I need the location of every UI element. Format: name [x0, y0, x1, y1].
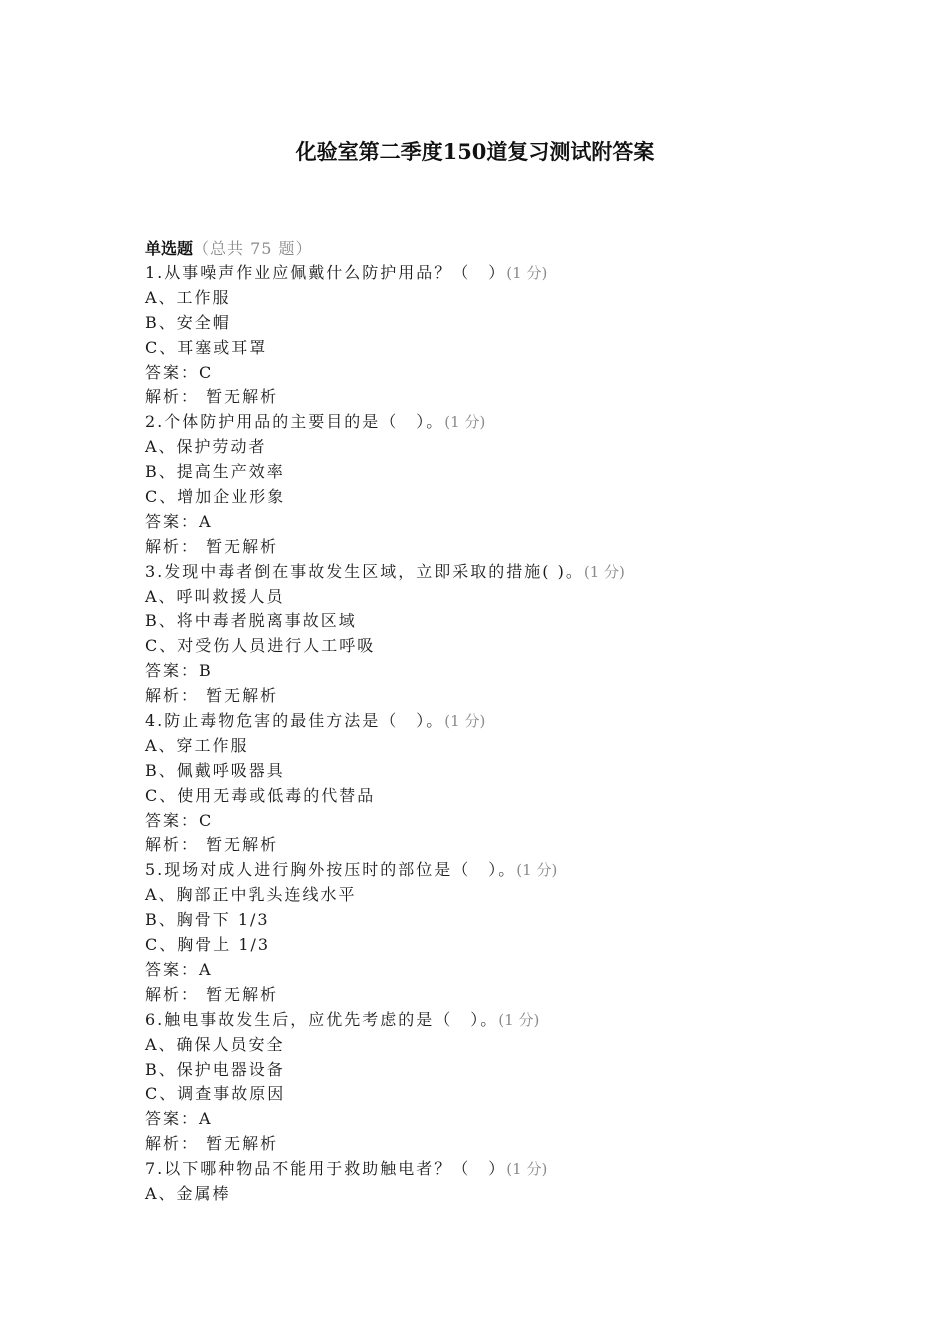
answer-line: [145, 958, 845, 983]
option-c: C、对受伤人员进行人工呼吸: [145, 636, 376, 656]
answer-value: C: [199, 362, 214, 382]
document-title: 化验室第二季度150道复习测试附答案: [295, 139, 655, 164]
analysis-line: [145, 385, 845, 410]
analysis-label: 解析：: [145, 835, 200, 855]
question-text: 5.现场对成人进行胸外按压时的部位是（ ）。: [145, 860, 517, 880]
analysis-value: 暂无解析: [206, 536, 279, 556]
option-a: A、金属棒: [145, 1183, 231, 1203]
section-meta: （总共 75 题）: [193, 239, 313, 258]
question-text: 3.发现中毒者倒在事故发生区域，立即采取的措施( )。: [145, 561, 584, 581]
option-c: C、使用无毒或低毒的代替品: [145, 785, 376, 805]
section-name: 单选题: [145, 239, 194, 258]
question-item: [145, 709, 845, 858]
question-text: 1.从事噪声作业应佩戴什么防护用品？（ ）: [145, 263, 507, 282]
question-item: [145, 261, 845, 410]
document-body: [145, 236, 845, 1207]
answer-value: A: [199, 511, 213, 531]
question-score: (1 分): [506, 264, 548, 282]
analysis-value: 暂无解析: [206, 984, 279, 1004]
answer-line: [145, 510, 845, 535]
option-b: B、保护电器设备: [145, 1059, 285, 1079]
answer-label: 答案：: [145, 959, 200, 979]
analysis-value: 暂无解析: [206, 686, 279, 706]
analysis-line: [145, 684, 845, 709]
answer-line: [145, 361, 845, 386]
answer-line: [145, 809, 845, 834]
answer-label: 答案：: [145, 511, 200, 531]
question-stem: [145, 560, 845, 585]
question-score: (1 分): [498, 1010, 540, 1029]
answer-label: 答案：: [145, 810, 200, 830]
analysis-label: 解析：: [145, 1134, 200, 1154]
option-c: C、耳塞或耳罩: [145, 337, 268, 357]
option-c: C、调查事故原因: [145, 1084, 286, 1104]
question-text: 7.以下哪种物品不能用于救助触电者？（ ）: [145, 1159, 507, 1179]
answer-label: 答案：: [145, 362, 200, 382]
answer-line: [145, 659, 845, 684]
question-item: [145, 560, 845, 709]
option-b: B、提高生产效率: [145, 462, 285, 482]
analysis-line: [145, 1132, 845, 1157]
question-stem: [145, 858, 845, 883]
option-c: C、增加企业形象: [145, 487, 286, 507]
question-stem: [145, 1008, 845, 1033]
question-stem: [145, 261, 845, 286]
question-text: 4.防止毒物危害的最佳方法是（ ）。: [145, 711, 445, 731]
question-text: 6.触电事故发生后，应优先考虑的是（ ）。: [145, 1009, 499, 1029]
question-score: (1 分): [506, 1160, 548, 1179]
option-a: A、胸部正中乳头连线水平: [145, 885, 357, 905]
analysis-label: 解析：: [145, 536, 200, 556]
answer-value: C: [199, 810, 214, 830]
question-stem: [145, 410, 845, 435]
question-score: (1 分): [516, 861, 558, 880]
analysis-label: 解析：: [145, 984, 200, 1004]
option-b: B、佩戴呼吸器具: [145, 760, 285, 780]
question-stem: [145, 1157, 845, 1182]
question-score: (1 分): [444, 413, 486, 432]
option-a: A、呼叫救援人员: [145, 586, 285, 606]
option-a: A、工作服: [145, 287, 231, 307]
analysis-line: [145, 983, 845, 1008]
question-item: [145, 858, 845, 1007]
option-a: A、确保人员安全: [145, 1034, 285, 1054]
option-c: C、胸骨上 1/3: [145, 935, 271, 955]
question-stem: [145, 709, 845, 734]
answer-value: B: [199, 661, 213, 681]
option-b: B、将中毒者脱离事故区域: [145, 611, 357, 631]
analysis-label: 解析：: [145, 686, 200, 706]
question-item: [145, 1157, 845, 1207]
analysis-value: 暂无解析: [206, 1134, 279, 1154]
option-a: A、穿工作服: [145, 735, 249, 755]
option-a: A、保护劳动者: [145, 437, 267, 457]
analysis-line: [145, 535, 845, 560]
analysis-line: [145, 833, 845, 858]
option-b: B、胸骨下 1/3: [145, 910, 270, 930]
question-score: (1 分): [583, 562, 625, 581]
question-score: (1 分): [444, 712, 486, 731]
answer-value: A: [199, 959, 213, 979]
answer-line: [145, 1107, 845, 1132]
question-text: 2.个体防护用品的主要目的是（ ）。: [145, 412, 445, 432]
answer-value: A: [199, 1109, 213, 1129]
answer-label: 答案：: [145, 1109, 200, 1129]
question-item: [145, 1008, 845, 1157]
answer-label: 答案：: [145, 661, 200, 681]
section-heading: [145, 236, 845, 261]
option-b: B、安全帽: [145, 312, 231, 332]
analysis-label: 解析：: [145, 387, 200, 407]
question-item: [145, 410, 845, 559]
analysis-value: 暂无解析: [206, 387, 279, 407]
analysis-value: 暂无解析: [206, 835, 279, 855]
